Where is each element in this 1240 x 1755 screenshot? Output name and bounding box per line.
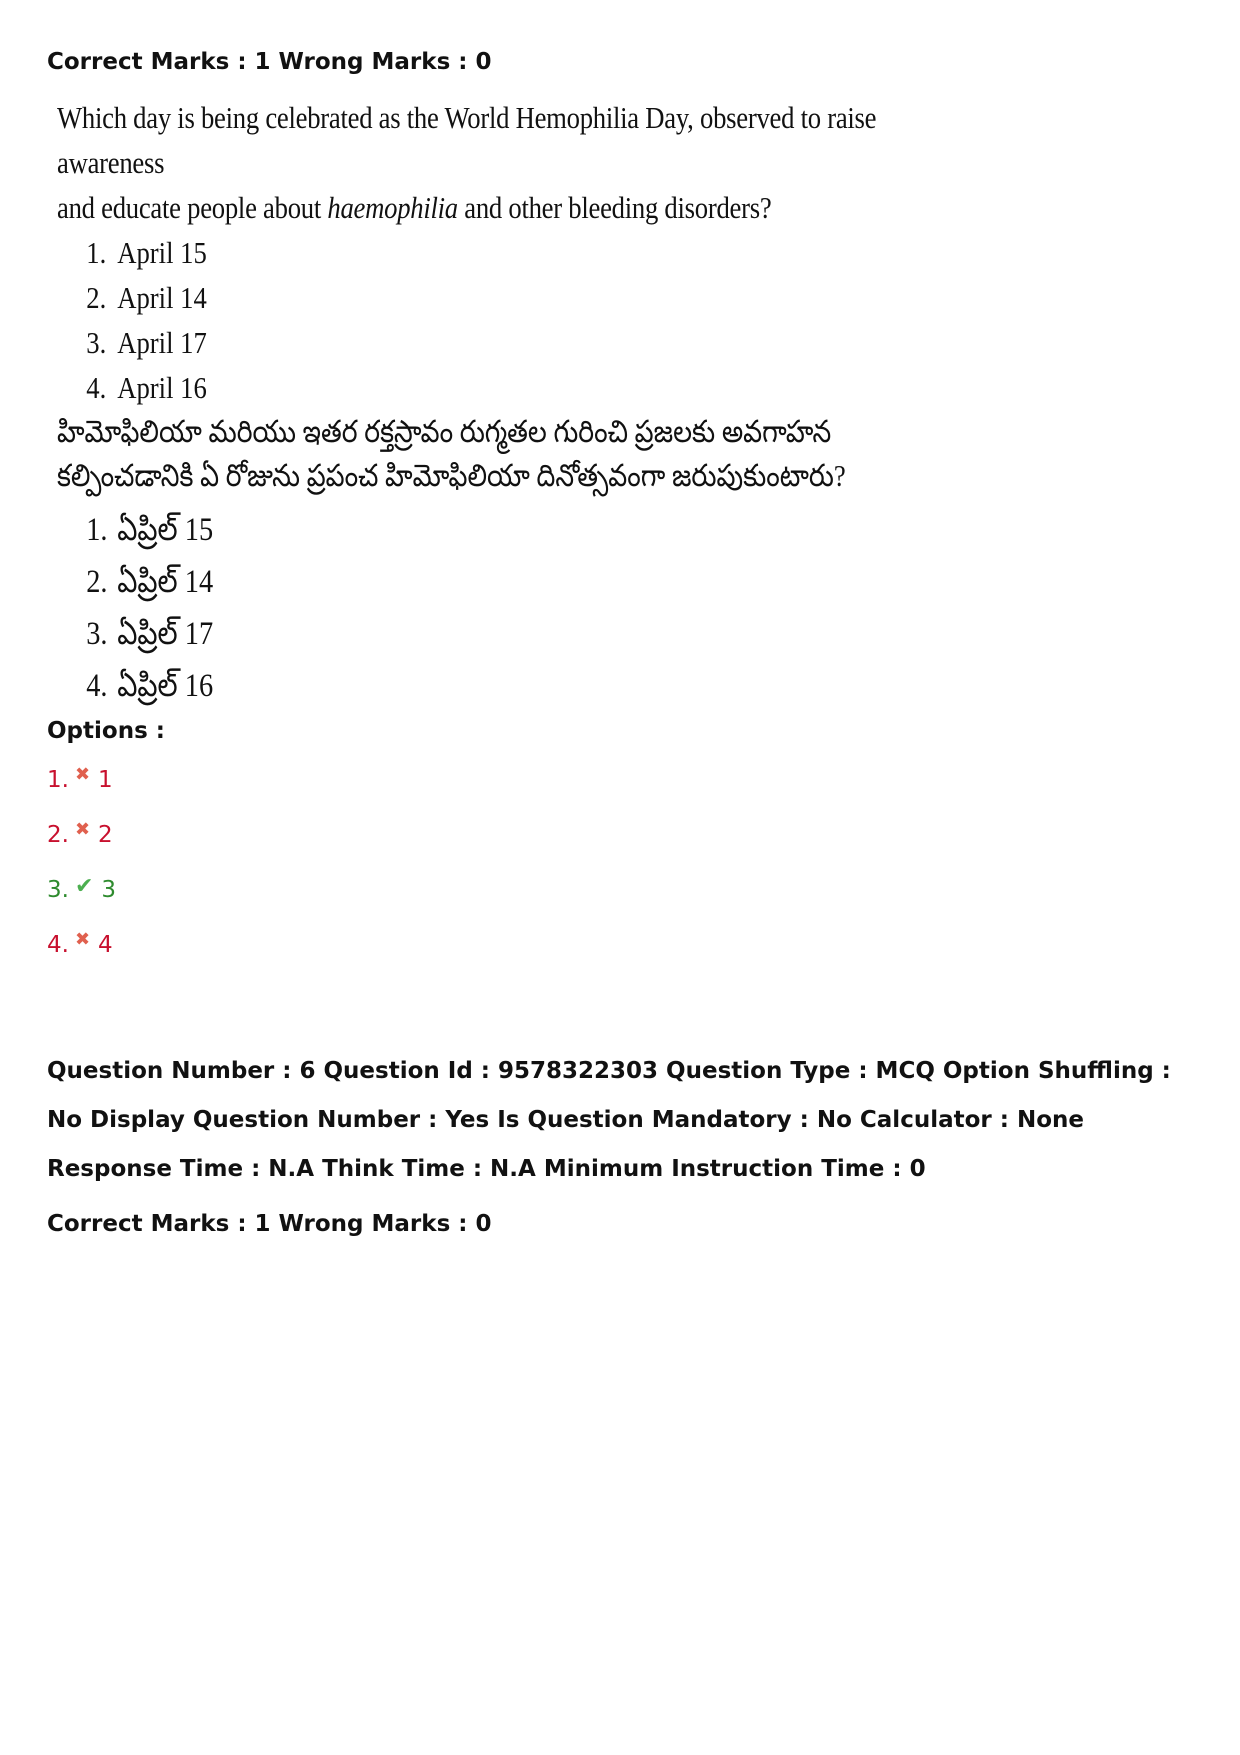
- choice-number: 4.: [86, 668, 108, 704]
- choice-text: ఏప్రిల్ 14: [117, 564, 214, 600]
- question-line: కల్పించడానికి ఏ రోజును ప్రపంచ హిమోఫిలియా దినోత్సవంగా జరుపుకుంటారు?: [57, 458, 846, 493]
- option-item-1: [47, 765, 113, 795]
- choice-item: [57, 320, 814, 365]
- choice-item: [57, 365, 814, 410]
- choice-text: April 17: [117, 325, 207, 360]
- cross-icon: ✖: [74, 819, 91, 840]
- choice-item: [57, 608, 814, 660]
- choice-item: [57, 230, 814, 275]
- choice-text: April 16: [117, 370, 207, 405]
- option-item-4: [47, 930, 113, 960]
- option-value: 2: [98, 822, 113, 848]
- choice-number: 4.: [86, 370, 107, 405]
- question-choices-telugu: [57, 504, 814, 712]
- question-meta: Question Number : 6 Question Id : 9578322303 Question Type : MCQ Option Shuffling : No Display Question Number : Yes Is Question Mandatory : No Calculator : None Response Time : N.A Think Time : N.A Minimum Instruction Time : 0: [47, 1058, 1171, 1182]
- check-icon: ✔: [74, 874, 94, 899]
- marks-info: Correct Marks : 1 Wrong Marks : 0: [47, 1211, 492, 1237]
- choice-number: 3.: [86, 325, 107, 360]
- choice-item: [57, 504, 814, 556]
- choice-item: [57, 660, 814, 712]
- cross-icon: ✖: [74, 929, 91, 950]
- choice-text: April 15: [117, 235, 207, 270]
- question-line: హిమోఫిలియా మరియు ఇతర రక్తస్రావం రుగ్మతల గురించి ప్రజలకు అవగాహన: [57, 414, 832, 449]
- cross-icon: ✖: [74, 764, 91, 785]
- options-heading: Options :: [47, 718, 165, 744]
- choice-text: ఏప్రిల్ 15: [117, 512, 214, 548]
- option-value: 1: [98, 767, 113, 793]
- choice-number: 2.: [86, 564, 108, 600]
- question-text-segment: and educate people about: [57, 190, 328, 225]
- option-index: 2.: [47, 822, 69, 848]
- question-line: Which day is being celebrated as the World Hemophilia Day, observed to raise awareness: [57, 100, 877, 180]
- choice-number: 1.: [86, 512, 108, 548]
- question-text-english: [57, 95, 934, 230]
- question-image: [57, 95, 937, 712]
- option-item-3: [47, 875, 116, 905]
- choice-text: ఏప్రిల్ 17: [117, 616, 214, 652]
- option-index: 1.: [47, 767, 69, 793]
- choice-text: ఏప్రిల్ 16: [117, 668, 214, 704]
- marks-info: Correct Marks : 1 Wrong Marks : 0: [47, 49, 492, 75]
- choice-number: 2.: [86, 280, 107, 315]
- question-choices-english: [57, 230, 814, 410]
- question-text-telugu: [57, 410, 934, 498]
- choice-number: 3.: [86, 616, 108, 652]
- option-index: 4.: [47, 932, 69, 958]
- question-text-italic: haemophilia: [327, 190, 458, 225]
- choice-item: [57, 556, 814, 608]
- option-index: 3.: [47, 877, 69, 903]
- option-value: 3: [101, 877, 117, 903]
- question-text-segment: and other bleeding disorders?: [457, 190, 772, 225]
- question-line: [57, 185, 934, 230]
- choice-number: 1.: [86, 235, 107, 270]
- choice-item: [57, 275, 814, 320]
- option-value: 4: [98, 932, 113, 958]
- option-item-2: [47, 820, 113, 850]
- choice-text: April 14: [117, 280, 207, 315]
